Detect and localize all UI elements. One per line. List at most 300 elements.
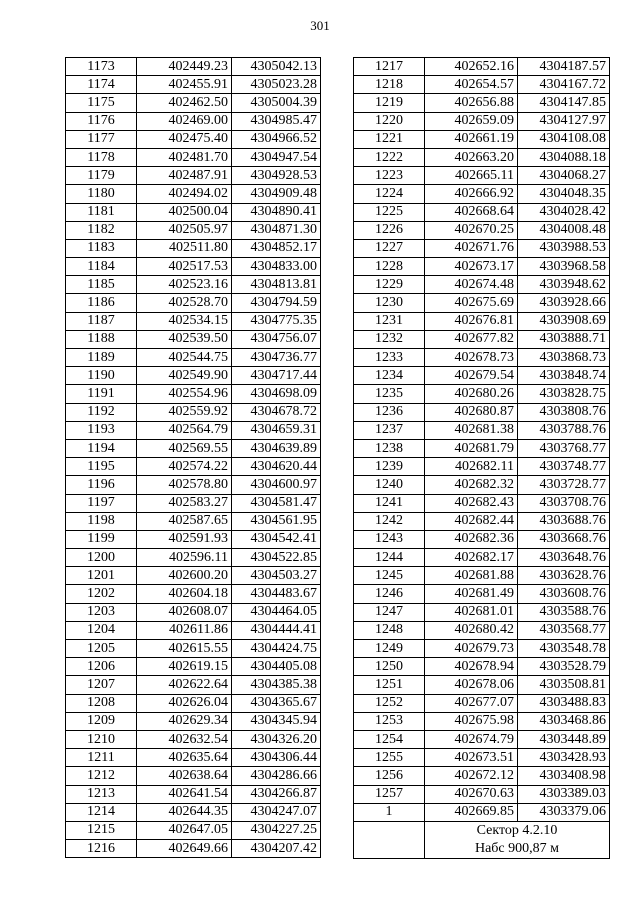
table-row (354, 439, 610, 457)
y-coordinate-cell: 4304127.97 (518, 112, 610, 130)
y-coordinate-cell: 4304167.72 (518, 76, 610, 94)
point-number-cell: 1183 (66, 239, 137, 257)
table-row (354, 767, 610, 785)
point-number-cell: 1227 (354, 239, 425, 257)
y-coordinate-cell: 4303508.81 (518, 676, 610, 694)
x-coordinate-cell: 402663.20 (425, 148, 518, 166)
point-number-cell: 1182 (66, 221, 137, 239)
point-number-cell: 1200 (66, 549, 137, 567)
x-coordinate-cell: 402449.23 (137, 58, 232, 76)
x-coordinate-cell: 402682.17 (425, 549, 518, 567)
table-row (66, 130, 321, 148)
table-row (66, 476, 321, 494)
table-row (66, 749, 321, 767)
table-row (66, 276, 321, 294)
point-number-cell: 1247 (354, 603, 425, 621)
table-row (66, 621, 321, 639)
point-number-cell: 1237 (354, 421, 425, 439)
table-row (66, 203, 321, 221)
sector-height: Набс 900,87 м (474, 840, 560, 856)
y-coordinate-cell: 4303568.77 (518, 621, 610, 639)
point-number-cell: 1193 (66, 421, 137, 439)
point-number-cell: 1234 (354, 367, 425, 385)
x-coordinate-cell: 402583.27 (137, 494, 232, 512)
table-row (66, 712, 321, 730)
y-coordinate-cell: 4304833.00 (232, 258, 321, 276)
x-coordinate-cell: 402469.00 (137, 112, 232, 130)
x-coordinate-cell: 402681.79 (425, 439, 518, 457)
table-row (354, 749, 610, 767)
sector-note-row (354, 821, 610, 858)
point-number-cell: 1253 (354, 712, 425, 730)
x-coordinate-cell: 402462.50 (137, 94, 232, 112)
x-coordinate-cell: 402629.34 (137, 712, 232, 730)
x-coordinate-cell: 402644.35 (137, 803, 232, 821)
x-coordinate-cell: 402517.53 (137, 258, 232, 276)
table-row (354, 458, 610, 476)
x-coordinate-cell: 402596.11 (137, 549, 232, 567)
table-row (66, 840, 321, 858)
x-coordinate-cell: 402681.01 (425, 603, 518, 621)
point-number-cell: 1231 (354, 312, 425, 330)
x-coordinate-cell: 402674.79 (425, 730, 518, 748)
point-number-cell: 1184 (66, 258, 137, 276)
table-row (66, 530, 321, 548)
y-coordinate-cell: 4303728.77 (518, 476, 610, 494)
sector-note-blank-cell (354, 821, 425, 858)
table-row (354, 76, 610, 94)
table-row (66, 767, 321, 785)
x-coordinate-cell: 402604.18 (137, 585, 232, 603)
point-number-cell: 1216 (66, 840, 137, 858)
table-row (354, 258, 610, 276)
y-coordinate-cell: 4304561.95 (232, 512, 321, 530)
table-row (354, 512, 610, 530)
point-number-cell: 1206 (66, 658, 137, 676)
table-row (66, 167, 321, 185)
y-coordinate-cell: 4304852.17 (232, 239, 321, 257)
y-coordinate-cell: 4304639.89 (232, 439, 321, 457)
x-coordinate-cell: 402665.11 (425, 167, 518, 185)
sector-title: Сектор 4.2.10 (476, 822, 558, 838)
y-coordinate-cell: 4304794.59 (232, 294, 321, 312)
table-row (66, 221, 321, 239)
table-row (354, 276, 610, 294)
point-number-cell: 1235 (354, 385, 425, 403)
y-coordinate-cell: 4304464.05 (232, 603, 321, 621)
table-row (66, 385, 321, 403)
x-coordinate-cell: 402500.04 (137, 203, 232, 221)
y-coordinate-cell: 4304503.27 (232, 567, 321, 585)
table-row (66, 112, 321, 130)
table-row (66, 58, 321, 76)
x-coordinate-cell: 402656.88 (425, 94, 518, 112)
table-row (66, 421, 321, 439)
table-row (354, 621, 610, 639)
point-number-cell: 1223 (354, 167, 425, 185)
y-coordinate-cell: 4304620.44 (232, 458, 321, 476)
x-coordinate-cell: 402564.79 (137, 421, 232, 439)
y-coordinate-cell: 4303488.83 (518, 694, 610, 712)
y-coordinate-cell: 4304187.57 (518, 58, 610, 76)
table-row (354, 494, 610, 512)
table-row (354, 730, 610, 748)
y-coordinate-cell: 4304698.09 (232, 385, 321, 403)
x-coordinate-cell: 402666.92 (425, 185, 518, 203)
x-coordinate-cell: 402682.44 (425, 512, 518, 530)
x-coordinate-cell: 402677.82 (425, 330, 518, 348)
x-coordinate-cell: 402632.54 (137, 730, 232, 748)
y-coordinate-cell: 4303968.58 (518, 258, 610, 276)
table-row (354, 167, 610, 185)
y-coordinate-cell: 4303668.76 (518, 530, 610, 548)
point-number-cell: 1204 (66, 621, 137, 639)
table-row (354, 367, 610, 385)
table-row (354, 330, 610, 348)
y-coordinate-cell: 4303688.76 (518, 512, 610, 530)
table-row (66, 494, 321, 512)
point-number-cell: 1175 (66, 94, 137, 112)
x-coordinate-cell: 402619.15 (137, 658, 232, 676)
point-number-cell: 1225 (354, 203, 425, 221)
table-row (66, 785, 321, 803)
table-row (354, 603, 610, 621)
point-number-cell: 1188 (66, 330, 137, 348)
x-coordinate-cell: 402652.16 (425, 58, 518, 76)
point-number-cell: 1187 (66, 312, 137, 330)
x-coordinate-cell: 402671.76 (425, 239, 518, 257)
y-coordinate-cell: 4303848.74 (518, 367, 610, 385)
sector-note (425, 821, 610, 858)
point-number-cell: 1196 (66, 476, 137, 494)
table-row (66, 294, 321, 312)
table-row (354, 421, 610, 439)
point-number-cell: 1230 (354, 294, 425, 312)
x-coordinate-cell: 402677.07 (425, 694, 518, 712)
point-number-cell: 1194 (66, 439, 137, 457)
y-coordinate-cell: 4304581.47 (232, 494, 321, 512)
point-number-cell: 1220 (354, 112, 425, 130)
x-coordinate-cell: 402680.87 (425, 403, 518, 421)
x-coordinate-cell: 402670.63 (425, 785, 518, 803)
y-coordinate-cell: 4303948.62 (518, 276, 610, 294)
table-row (66, 567, 321, 585)
y-coordinate-cell: 4303888.71 (518, 330, 610, 348)
table-row (66, 239, 321, 257)
point-number-cell: 1241 (354, 494, 425, 512)
table-row (66, 94, 321, 112)
point-number-cell: 1244 (354, 549, 425, 567)
table-row (354, 294, 610, 312)
point-number-cell: 1209 (66, 712, 137, 730)
y-coordinate-cell: 4304444.41 (232, 621, 321, 639)
point-number-cell: 1178 (66, 148, 137, 166)
table-row (354, 385, 610, 403)
y-coordinate-cell: 4304522.85 (232, 549, 321, 567)
y-coordinate-cell: 4304424.75 (232, 640, 321, 658)
y-coordinate-cell: 4303548.78 (518, 640, 610, 658)
table-row (354, 312, 610, 330)
point-number-cell: 1189 (66, 349, 137, 367)
y-coordinate-cell: 4304909.48 (232, 185, 321, 203)
x-coordinate-cell: 402615.55 (137, 640, 232, 658)
y-coordinate-cell: 4304542.41 (232, 530, 321, 548)
point-number-cell: 1190 (66, 367, 137, 385)
y-coordinate-cell: 4303908.69 (518, 312, 610, 330)
point-number-cell: 1221 (354, 130, 425, 148)
y-coordinate-cell: 4303448.89 (518, 730, 610, 748)
point-number-cell: 1224 (354, 185, 425, 203)
y-coordinate-cell: 4304985.47 (232, 112, 321, 130)
y-coordinate-cell: 4303868.73 (518, 349, 610, 367)
y-coordinate-cell: 4305004.39 (232, 94, 321, 112)
table-row (354, 676, 610, 694)
x-coordinate-cell: 402523.16 (137, 276, 232, 294)
y-coordinate-cell: 4304483.67 (232, 585, 321, 603)
x-coordinate-cell: 402661.19 (425, 130, 518, 148)
table-row (66, 148, 321, 166)
table-row (354, 403, 610, 421)
x-coordinate-cell: 402534.15 (137, 312, 232, 330)
point-number-cell: 1236 (354, 403, 425, 421)
point-number-cell: 1213 (66, 785, 137, 803)
x-coordinate-cell: 402659.09 (425, 112, 518, 130)
table-row (66, 821, 321, 839)
x-coordinate-cell: 402638.64 (137, 767, 232, 785)
table-row (354, 658, 610, 676)
point-number-cell: 1218 (354, 76, 425, 94)
x-coordinate-cell: 402682.32 (425, 476, 518, 494)
x-coordinate-cell: 402678.06 (425, 676, 518, 694)
point-number-cell: 1197 (66, 494, 137, 512)
y-coordinate-cell: 4304385.38 (232, 676, 321, 694)
y-coordinate-cell: 4304775.35 (232, 312, 321, 330)
table-row (354, 130, 610, 148)
x-coordinate-cell: 402678.94 (425, 658, 518, 676)
y-coordinate-cell: 4304306.44 (232, 749, 321, 767)
x-coordinate-cell: 402669.85 (425, 803, 518, 821)
point-number-cell: 1251 (354, 676, 425, 694)
table-row (66, 549, 321, 567)
point-number-cell: 1201 (66, 567, 137, 585)
x-coordinate-cell: 402673.17 (425, 258, 518, 276)
y-coordinate-cell: 4303608.76 (518, 585, 610, 603)
table-row (66, 258, 321, 276)
point-number-cell: 1185 (66, 276, 137, 294)
y-coordinate-cell: 4304088.18 (518, 148, 610, 166)
y-coordinate-cell: 4303928.66 (518, 294, 610, 312)
x-coordinate-cell: 402511.80 (137, 239, 232, 257)
y-coordinate-cell: 4303808.76 (518, 403, 610, 421)
x-coordinate-cell: 402676.81 (425, 312, 518, 330)
table-row (66, 349, 321, 367)
y-coordinate-cell: 4303588.76 (518, 603, 610, 621)
page-number: 301 (310, 18, 330, 33)
y-coordinate-cell: 4304678.72 (232, 403, 321, 421)
y-coordinate-cell: 4304008.48 (518, 221, 610, 239)
y-coordinate-cell: 4304871.30 (232, 221, 321, 239)
x-coordinate-cell: 402554.96 (137, 385, 232, 403)
y-coordinate-cell: 4303468.86 (518, 712, 610, 730)
point-number-cell: 1222 (354, 148, 425, 166)
point-number-cell: 1212 (66, 767, 137, 785)
y-coordinate-cell: 4303748.77 (518, 458, 610, 476)
point-number-cell: 1226 (354, 221, 425, 239)
x-coordinate-cell: 402569.55 (137, 439, 232, 457)
y-coordinate-cell: 4304966.52 (232, 130, 321, 148)
y-coordinate-cell: 4304108.08 (518, 130, 610, 148)
table-row (354, 221, 610, 239)
x-coordinate-cell: 402528.70 (137, 294, 232, 312)
point-number-cell: 1179 (66, 167, 137, 185)
table-row (66, 603, 321, 621)
point-number-cell: 1174 (66, 76, 137, 94)
y-coordinate-cell: 4304286.66 (232, 767, 321, 785)
x-coordinate-cell: 402673.51 (425, 749, 518, 767)
y-coordinate-cell: 4303628.76 (518, 567, 610, 585)
point-number-cell: 1195 (66, 458, 137, 476)
x-coordinate-cell: 402672.12 (425, 767, 518, 785)
table-row (354, 694, 610, 712)
point-number-cell: 1191 (66, 385, 137, 403)
point-number-cell: 1254 (354, 730, 425, 748)
table-row (354, 185, 610, 203)
x-coordinate-cell: 402679.54 (425, 367, 518, 385)
point-number-cell: 1248 (354, 621, 425, 639)
y-coordinate-cell: 4304028.42 (518, 203, 610, 221)
point-number-cell: 1186 (66, 294, 137, 312)
table-row (354, 803, 610, 821)
y-coordinate-cell: 4304227.25 (232, 821, 321, 839)
y-coordinate-cell: 4304600.97 (232, 476, 321, 494)
point-number-cell: 1192 (66, 403, 137, 421)
point-number-cell: 1233 (354, 349, 425, 367)
x-coordinate-cell: 402549.90 (137, 367, 232, 385)
table-row (354, 476, 610, 494)
x-coordinate-cell: 402635.64 (137, 749, 232, 767)
y-coordinate-cell: 4303408.98 (518, 767, 610, 785)
point-number-cell: 1208 (66, 694, 137, 712)
point-number-cell: 1173 (66, 58, 137, 76)
y-coordinate-cell: 4303379.06 (518, 803, 610, 821)
y-coordinate-cell: 4304068.27 (518, 167, 610, 185)
x-coordinate-cell: 402681.49 (425, 585, 518, 603)
y-coordinate-cell: 4304813.81 (232, 276, 321, 294)
x-coordinate-cell: 402681.38 (425, 421, 518, 439)
table-row (66, 403, 321, 421)
x-coordinate-cell: 402647.05 (137, 821, 232, 839)
point-number-cell: 1238 (354, 439, 425, 457)
x-coordinate-cell: 402578.80 (137, 476, 232, 494)
point-number-cell: 1243 (354, 530, 425, 548)
x-coordinate-cell: 402682.43 (425, 494, 518, 512)
x-coordinate-cell: 402680.42 (425, 621, 518, 639)
x-coordinate-cell: 402505.97 (137, 221, 232, 239)
x-coordinate-cell: 402679.73 (425, 640, 518, 658)
table-row (354, 349, 610, 367)
point-number-cell: 1249 (354, 640, 425, 658)
x-coordinate-cell: 402675.98 (425, 712, 518, 730)
x-coordinate-cell: 402559.92 (137, 403, 232, 421)
y-coordinate-cell: 4304326.20 (232, 730, 321, 748)
x-coordinate-cell: 402674.48 (425, 276, 518, 294)
coordinates-table-right (353, 57, 610, 859)
table-row (66, 730, 321, 748)
y-coordinate-cell: 4304266.87 (232, 785, 321, 803)
y-coordinate-cell: 4304756.07 (232, 330, 321, 348)
x-coordinate-cell: 402622.64 (137, 676, 232, 694)
point-number-cell: 1202 (66, 585, 137, 603)
table-row (354, 239, 610, 257)
table-row (354, 203, 610, 221)
point-number-cell: 1210 (66, 730, 137, 748)
table-row (354, 549, 610, 567)
point-number-cell: 1240 (354, 476, 425, 494)
x-coordinate-cell: 402681.88 (425, 567, 518, 585)
y-coordinate-cell: 4304736.77 (232, 349, 321, 367)
x-coordinate-cell: 402487.91 (137, 167, 232, 185)
x-coordinate-cell: 402494.02 (137, 185, 232, 203)
table-row (354, 585, 610, 603)
y-coordinate-cell: 4304405.08 (232, 658, 321, 676)
point-number-cell: 1180 (66, 185, 137, 203)
y-coordinate-cell: 4305042.13 (232, 58, 321, 76)
y-coordinate-cell: 4304247.07 (232, 803, 321, 821)
table-row (66, 439, 321, 457)
x-coordinate-cell: 402675.69 (425, 294, 518, 312)
point-number-cell: 1228 (354, 258, 425, 276)
y-coordinate-cell: 4303389.03 (518, 785, 610, 803)
table-row (354, 530, 610, 548)
table-row (66, 803, 321, 821)
x-coordinate-cell: 402544.75 (137, 349, 232, 367)
y-coordinate-cell: 4303528.79 (518, 658, 610, 676)
y-coordinate-cell: 4304928.53 (232, 167, 321, 185)
point-number-cell: 1214 (66, 803, 137, 821)
x-coordinate-cell: 402608.07 (137, 603, 232, 621)
x-coordinate-cell: 402481.70 (137, 148, 232, 166)
coordinates-table-left (65, 57, 321, 858)
x-coordinate-cell: 402611.86 (137, 621, 232, 639)
x-coordinate-cell: 402626.04 (137, 694, 232, 712)
y-coordinate-cell: 4303828.75 (518, 385, 610, 403)
x-coordinate-cell: 402680.26 (425, 385, 518, 403)
y-coordinate-cell: 4303428.93 (518, 749, 610, 767)
point-number-cell: 1177 (66, 130, 137, 148)
point-number-cell: 1256 (354, 767, 425, 785)
table-row (354, 785, 610, 803)
table-row (354, 712, 610, 730)
x-coordinate-cell: 402649.66 (137, 840, 232, 858)
table-row (66, 512, 321, 530)
table-row (66, 640, 321, 658)
x-coordinate-cell: 402539.50 (137, 330, 232, 348)
x-coordinate-cell: 402654.57 (425, 76, 518, 94)
point-number-cell: 1250 (354, 658, 425, 676)
point-number-cell: 1246 (354, 585, 425, 603)
table-row (354, 640, 610, 658)
table-row (66, 330, 321, 348)
table-row (66, 185, 321, 203)
x-coordinate-cell: 402591.93 (137, 530, 232, 548)
point-number-cell: 1181 (66, 203, 137, 221)
table-row (354, 148, 610, 166)
x-coordinate-cell: 402475.40 (137, 130, 232, 148)
point-number-cell: 1176 (66, 112, 137, 130)
y-coordinate-cell: 4305023.28 (232, 76, 321, 94)
y-coordinate-cell: 4303788.76 (518, 421, 610, 439)
x-coordinate-cell: 402668.64 (425, 203, 518, 221)
